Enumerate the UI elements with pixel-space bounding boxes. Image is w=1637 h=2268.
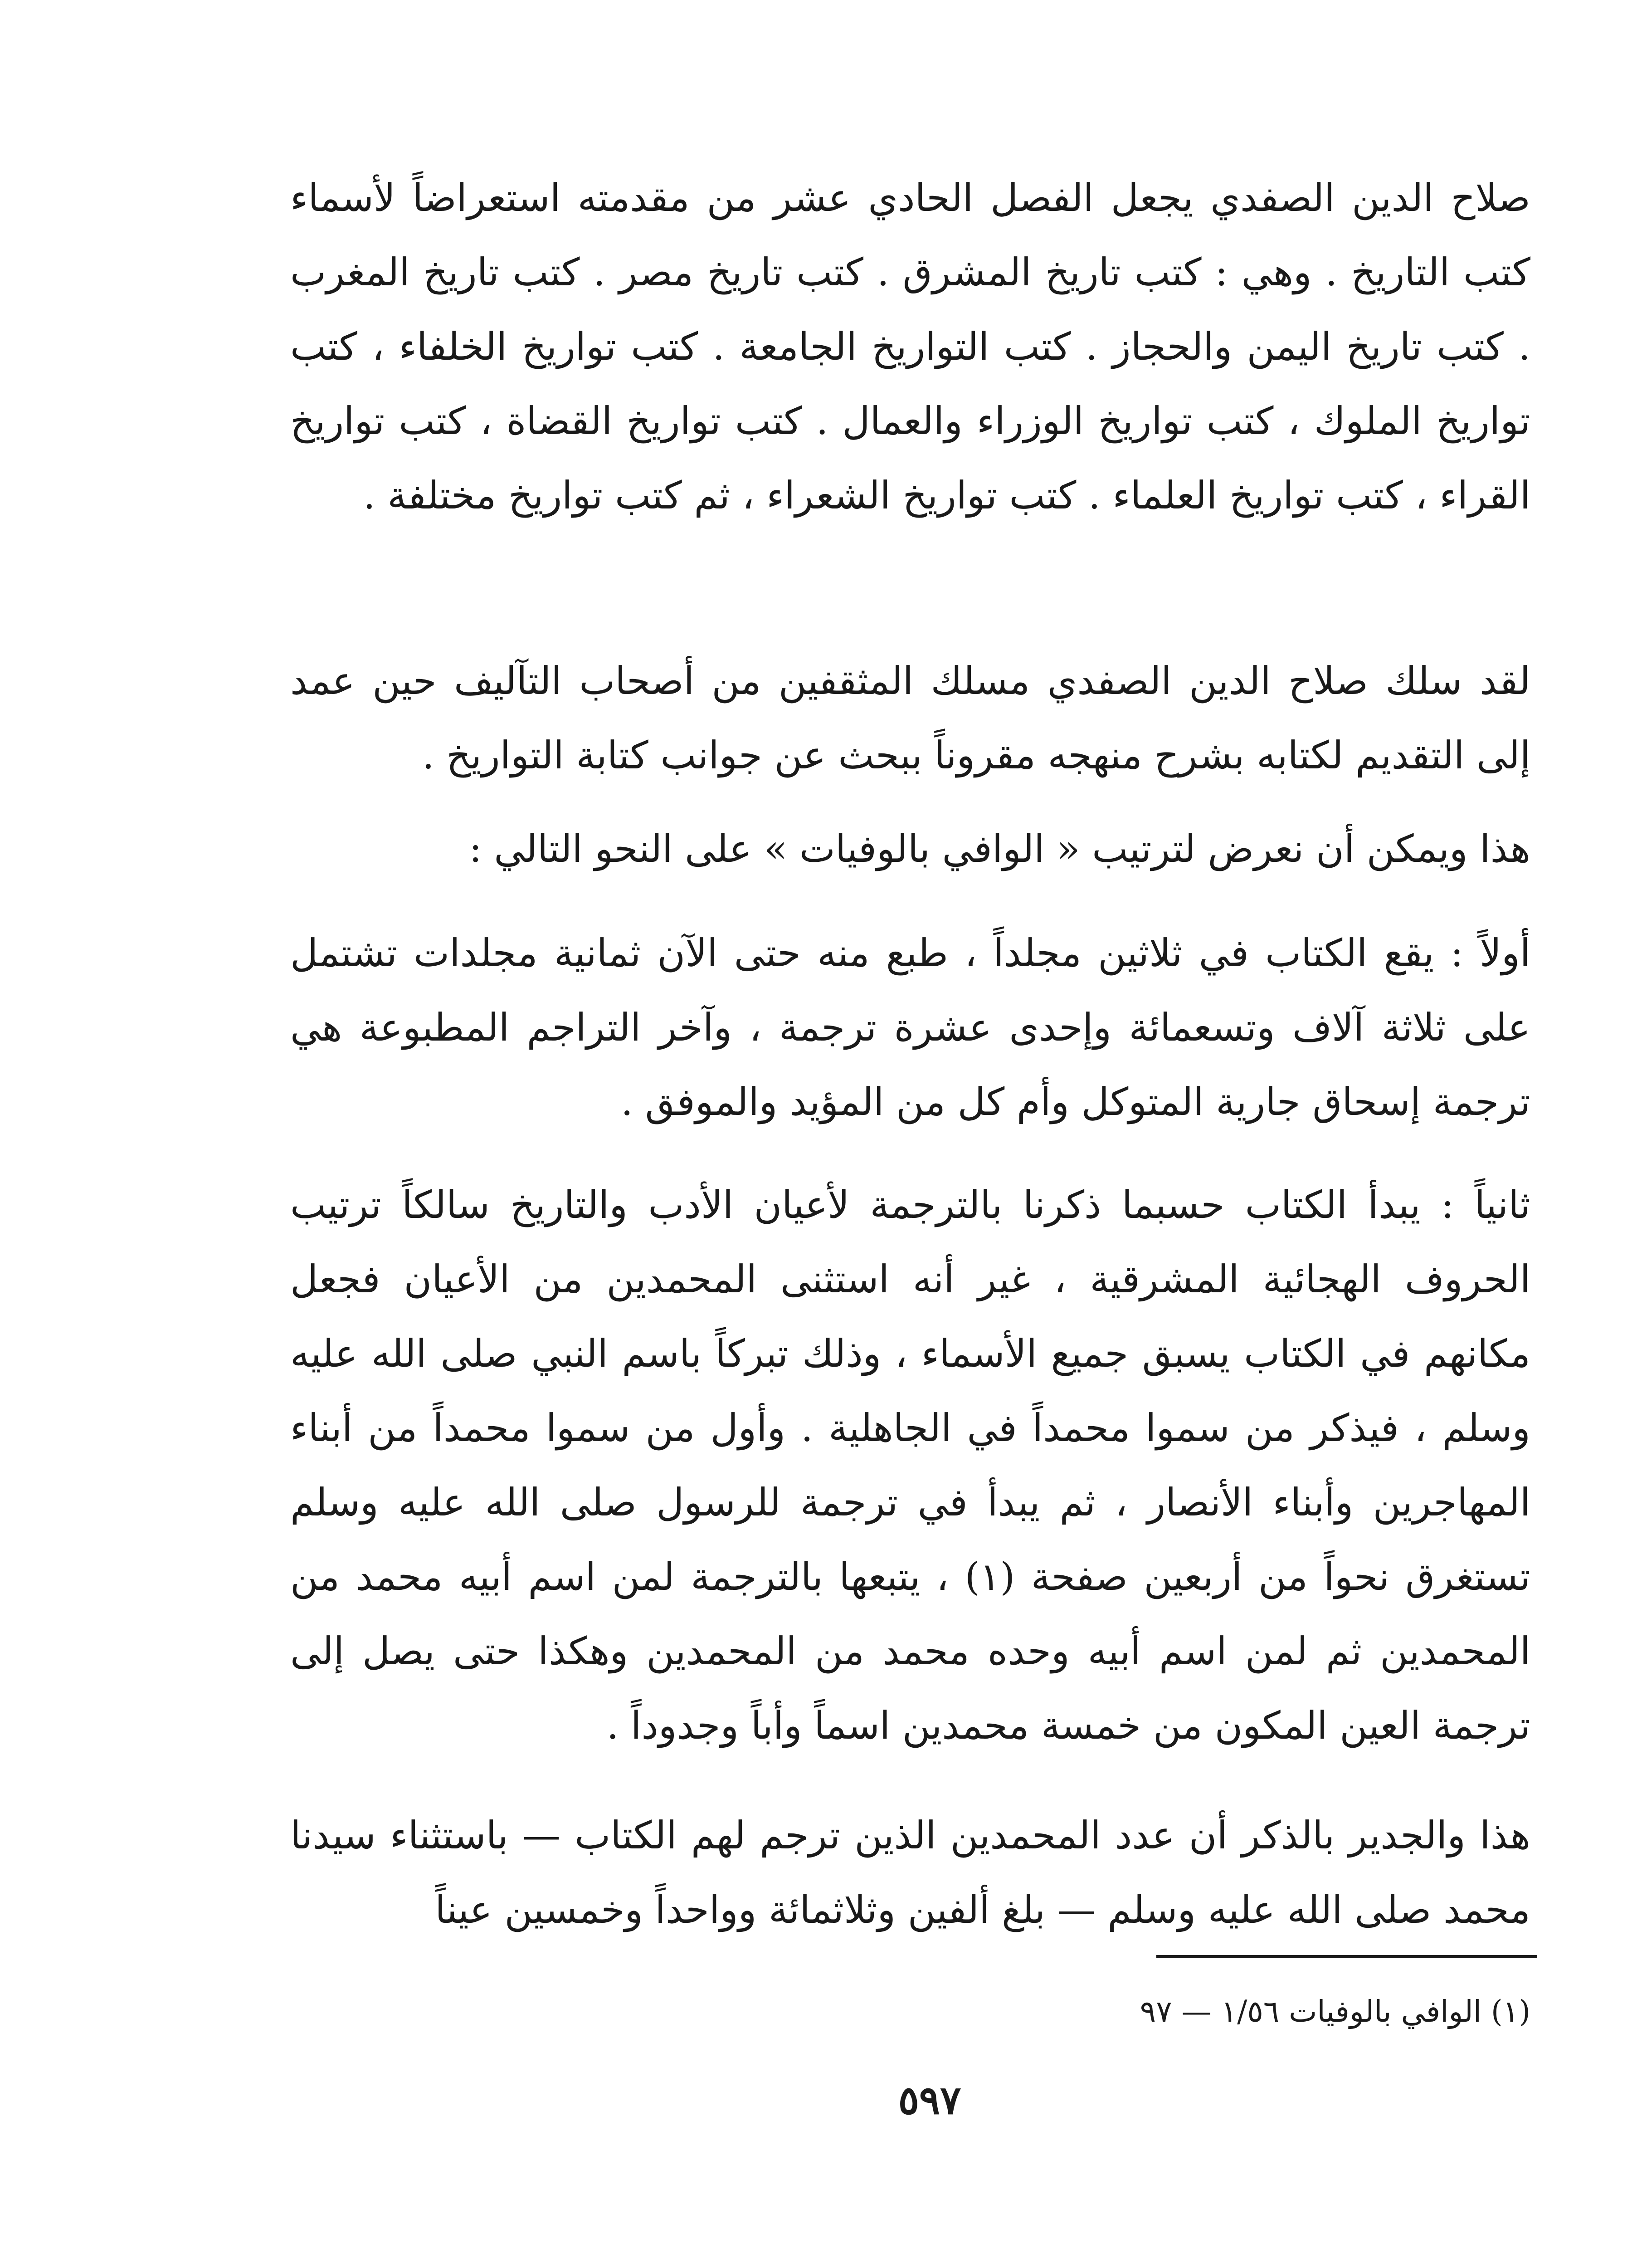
footnote: (١) الوافي بالوفيات ١/٥٦ — ٩٧ [1140,1994,1530,2029]
paragraph-second-point: ثانياً : يبدأ الكتاب حسبما ذكرنا بالترجمة لأعيان الأدب والتاريخ سالكاً ترتيب الحروف الهجائية المشرقية ، غير أنه استثنى المحمدين من الأعيان فجعل مكانهم في الكتاب يسبق جميع الأسماء ، وذلك تبركاً باسم النبي صلى الله عليه وسلم ، فيذكر من سموا محمداً في الجاهلية . وأول من سموا محمداً من أبناء المهاجرين وأبناء الأنصار ، ثم يبدأ في ترجمة للرسول صلى الله عليه وسلم تستغرق نحواً من أربعين صفحة (١) ، يتبعها بالترجمة لمن اسم أبيه محمد من المحمدين ثم لمن اسم أبيه وحده محمد من المحمدين وهكذا حتى يصل إلى ترجمة العين المكون من خمسة محمدين اسماً وأباً وجدوداً . [290,1183,1530,1748]
paragraph-muhammads-count: هذا والجدير بالذكر أن عدد المحمدين الذين ترجم لهم الكتاب — باستثناء سيدنا محمد صلى الله عليه وسلم — بلغ ألفين وثلاثمائة وواحداً وخمسين عيناً [290,1813,1530,1932]
paragraph-first-point: أولاً : يقع الكتاب في ثلاثين مجلداً ، طبع منه حتى الآن ثمانية مجلدات تشتمل على ثلاثة آلاف وتسعمائة وإحدى عشرة ترجمة ، وآخر التراجم المطبوعة هي ترجمة إسحاق جارية المتوكل وأم كل من المؤيد والموفق . [290,931,1530,1124]
footnote-divider [1156,1955,1537,1958]
paragraph-history-books: صلاح الدين الصفدي يجعل الفصل الحادي عشر من مقدمته استعراضاً لأسماء كتب التاريخ . وهي : كتب تاريخ المشرق . كتب تاريخ مصر . كتب تاريخ المغرب . كتب تاريخ اليمن والحجاز . كتب التواريخ الجامعة . كتب تواريخ الخلفاء ، كتب تواريخ الملوك ، كتب تواريخ الوزراء والعمال . كتب تواريخ القضاة ، كتب تواريخ القراء ، كتب تواريخ العلماء . كتب تواريخ الشعراء ، ثم كتب تواريخ مختلفة . [290,176,1530,518]
paragraph-safadi-method: لقد سلك صلاح الدين الصفدي مسلك المثقفين من أصحاب التآليف حين عمد إلى التقديم لكتابه بشرح منهجه مقروناً ببحث عن جوانب كتابة التواريخ . [290,659,1530,777]
paragraph-arrangement-intro: هذا ويمكن أن نعرض لترتيب « الوافي بالوفيات » على النحو التالي : [469,826,1530,871]
page-number: ٥٩٧ [898,2077,961,2123]
